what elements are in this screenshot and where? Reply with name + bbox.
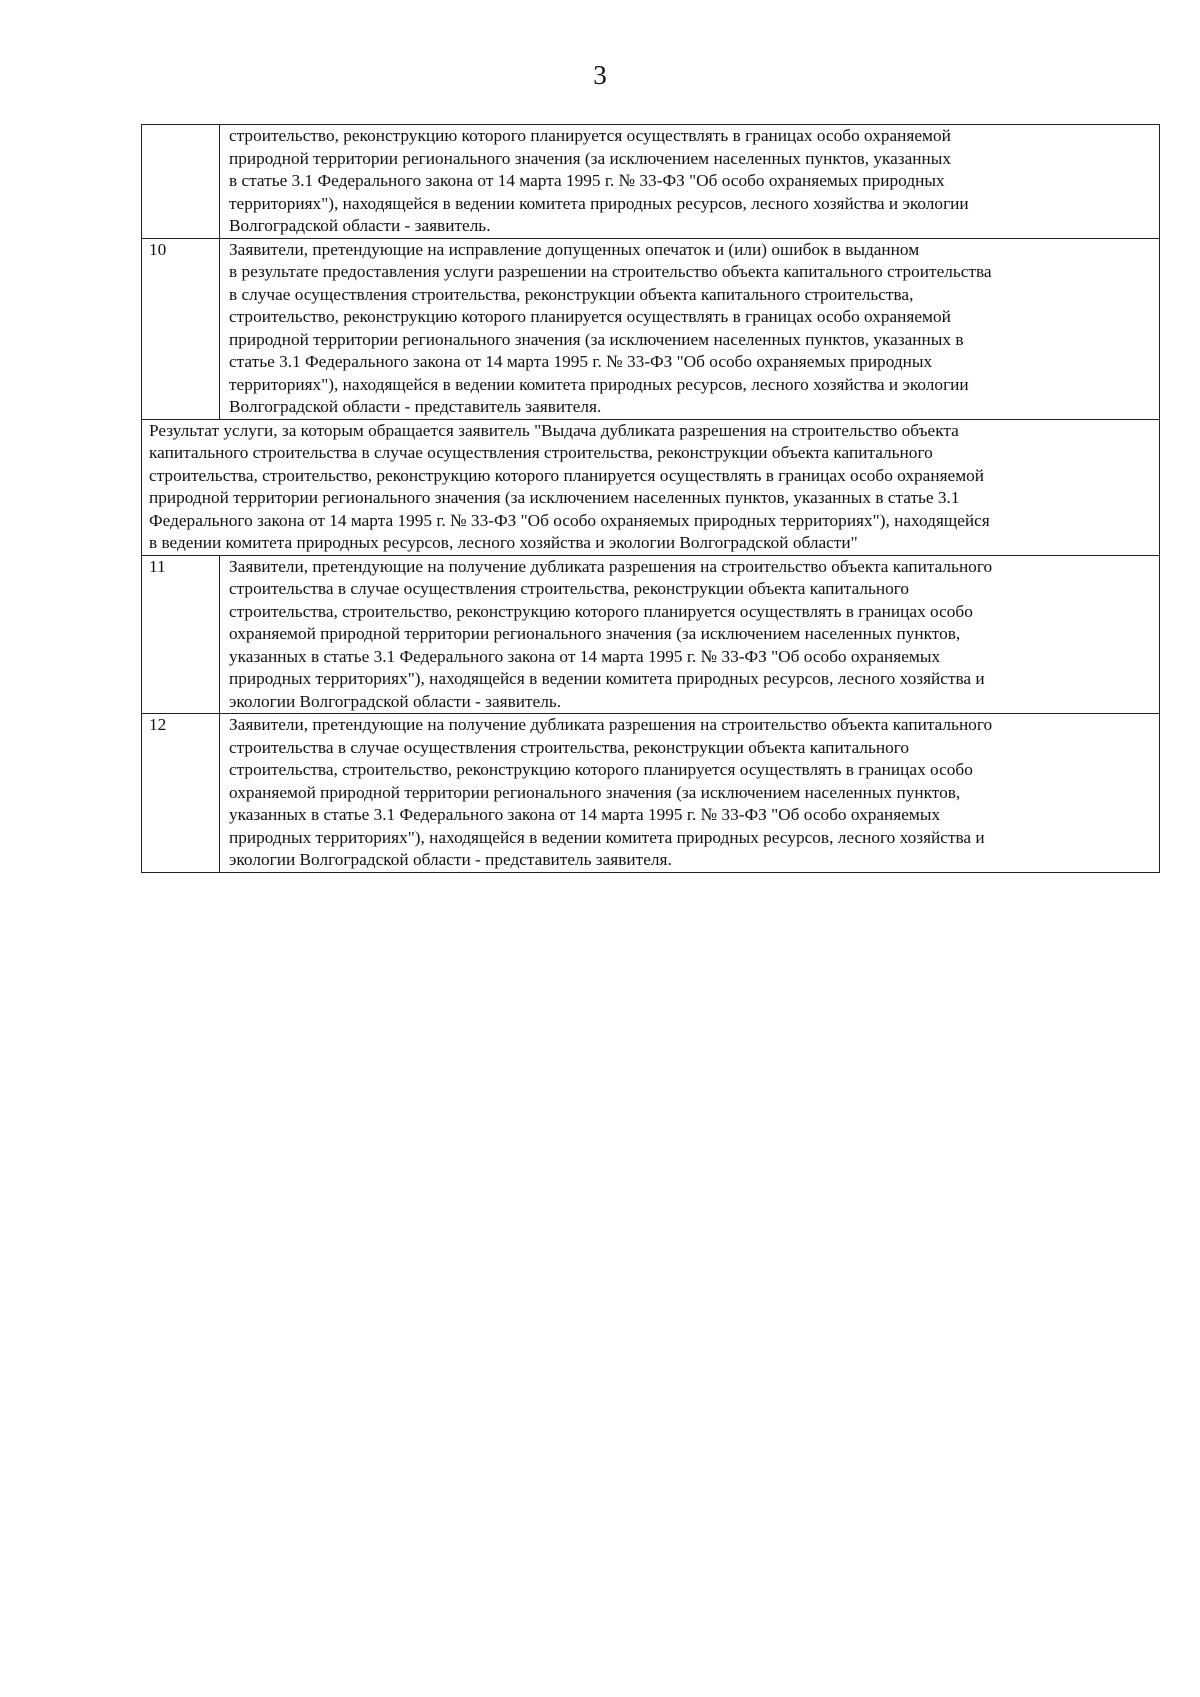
text-line: Волгоградской области - заявитель. <box>229 216 491 235</box>
text-line: строительство, реконструкцию которого планируется осуществлять в границах особо охраняемой <box>229 307 951 326</box>
text-line: указанных в статье 3.1 Федерального закона от 14 марта 1995 г. № 33-ФЗ "Об особо охраняемых <box>229 646 941 666</box>
text-line: природной территории регионального значения (за исключением населенных пунктов, указанных в <box>229 329 964 349</box>
row-text-cell <box>220 238 1160 419</box>
text-line: Заявители, претендующие на получение дубликата разрешения на строительство объекта капитального <box>229 715 993 734</box>
result-heading-cell <box>142 419 1160 555</box>
text-line: природных территориях"), находящейся в ведении комитета природных ресурсов, лесного хозяйства и <box>229 669 985 688</box>
text-line: природных территориях"), находящейся в ведении комитета природных ресурсов, лесного хозяйства и <box>229 827 985 847</box>
text-line: в случае осуществления строительства, реконструкции объекта капитального строительства, <box>229 284 914 304</box>
row-text-cell <box>220 555 1160 714</box>
text-line: Волгоградской области - представитель заявителя. <box>229 397 602 416</box>
row-number-cell: 10 <box>142 238 220 419</box>
text-line: экологии Волгоградской области - представитель заявителя. <box>229 850 672 869</box>
row-number-cell <box>142 125 220 239</box>
page-number: 3 <box>593 60 607 90</box>
text-line: строительства в случае осуществления строительства, реконструкции объекта капитального <box>229 737 910 757</box>
row-text-cell <box>220 125 1160 239</box>
text-line: территориях"), находящейся в ведении комитета природных ресурсов, лесного хозяйства и экологии <box>229 193 969 213</box>
text-line: Заявители, претендующие на исправление допущенных опечаток и (или) ошибок в выданном <box>229 239 920 259</box>
result-heading-row <box>142 419 1160 555</box>
text-line: Результат услуги, за которым обращается заявитель "Выдача дубликата разрешения на строительство объекта <box>149 420 959 440</box>
text-line: статье 3.1 Федерального закона от 14 марта 1995 г. № 33-ФЗ "Об особо охраняемых природных <box>229 352 933 371</box>
row-text-cell <box>220 714 1160 873</box>
text-line: охраняемой природной территории регионального значения (за исключением населенных пунктов, <box>229 624 961 643</box>
text-line: в статье 3.1 Федерального закона от 14 марта 1995 г. № 33-ФЗ "Об особо охраняемых природных <box>229 171 945 190</box>
text-line: строительства, строительство, реконструкцию которого планируется осуществлять в границах особо <box>229 760 973 779</box>
text-line: Федерального закона от 14 марта 1995 г. № 33-ФЗ "Об особо охраняемых природных территориях"), находящейся <box>149 510 990 530</box>
row-number-cell: 11 <box>142 555 220 714</box>
text-line: природной территории регионального значения (за исключением населенных пунктов, указанных в статье 3.1 <box>149 488 960 507</box>
text-line: капитального строительства в случае осуществления строительства, реконструкции объекта капитального <box>149 443 933 462</box>
text-line: строительства в случае осуществления строительства, реконструкции объекта капитального <box>229 579 910 598</box>
text-line: строительства, строительство, реконструкцию которого планируется осуществлять в границах особо <box>229 601 973 621</box>
text-line: охраняемой природной территории регионального значения (за исключением населенных пунктов, <box>229 782 961 802</box>
table-row <box>142 714 1160 873</box>
text-line: экологии Волгоградской области - заявитель. <box>229 691 562 711</box>
table-row <box>142 125 1160 239</box>
text-line: строительство, реконструкцию которого планируется осуществлять в границах особо охраняемой <box>229 126 951 145</box>
text-line: в результате предоставления услуги разрешении на строительство объекта капитального строительства <box>229 262 992 281</box>
row-number-cell: 12 <box>142 714 220 873</box>
table-row <box>142 238 1160 419</box>
text-line: указанных в статье 3.1 Федерального закона от 14 марта 1995 г. № 33-ФЗ "Об особо охраняемых <box>229 805 941 824</box>
text-line: Заявители, претендующие на получение дубликата разрешения на строительство объекта капитального <box>229 556 993 576</box>
applicants-table <box>141 124 1160 873</box>
text-line: природной территории регионального значения (за исключением населенных пунктов, указанных <box>229 148 952 168</box>
text-line: территориях"), находящейся в ведении комитета природных ресурсов, лесного хозяйства и экологии <box>229 374 969 394</box>
table-row <box>142 555 1160 714</box>
text-line: строительства, строительство, реконструкцию которого планируется осуществлять в границах особо охраняемой <box>149 465 985 485</box>
text-line: в ведении комитета природных ресурсов, лесного хозяйства и экологии Волгоградской области" <box>149 533 858 552</box>
